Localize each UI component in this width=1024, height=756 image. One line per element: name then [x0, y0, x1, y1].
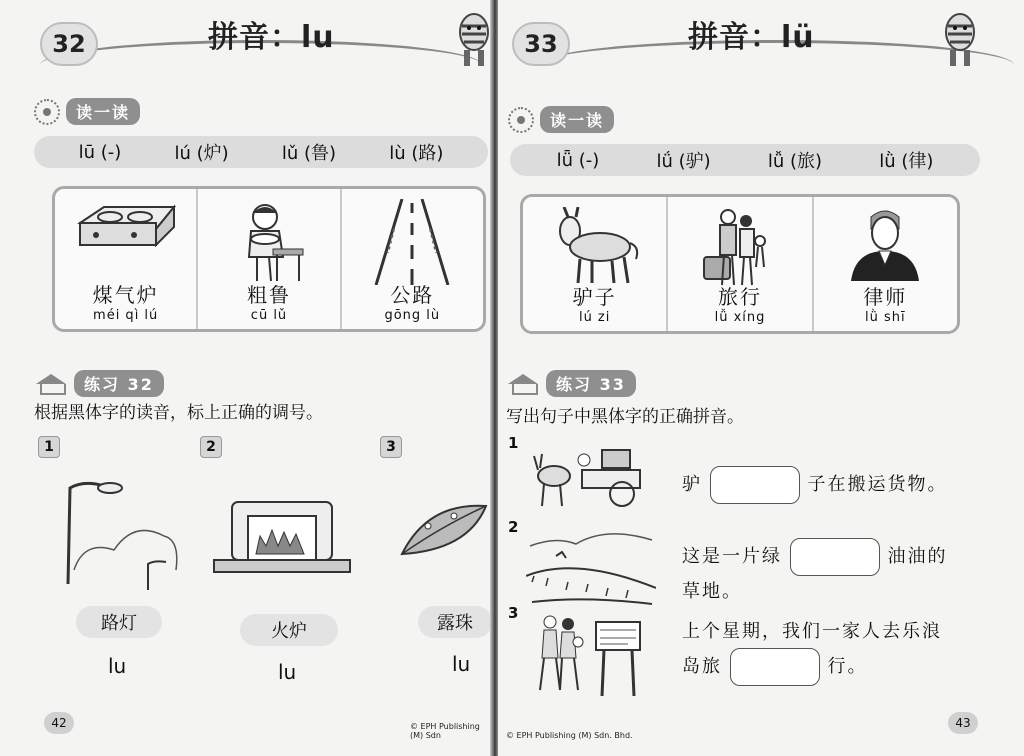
pinyin-tone-4: lǜ (律) [879, 151, 934, 172]
question-sentence [682, 616, 942, 686]
question-number: 1 [508, 434, 519, 452]
vocab-pinyin: méi qì lú [93, 308, 159, 323]
sentence-part: 油油的 [887, 546, 948, 567]
lawyer-icon [845, 207, 925, 283]
answer-input-box[interactable] [730, 648, 820, 686]
vocab-card [55, 189, 198, 329]
question-sentence [682, 538, 947, 608]
vocab-hanzi: 煤气炉 [92, 283, 159, 307]
exercise-label: 练习 33 [546, 370, 636, 397]
answer-input-box[interactable] [710, 466, 800, 504]
item-number: 3 [380, 436, 402, 458]
question-sentence [682, 466, 947, 504]
page-title: 拼音：lü [688, 20, 815, 55]
vocab-card [198, 189, 341, 329]
donkey-icon [550, 207, 640, 287]
sentence-part: 岛旅 [682, 656, 722, 677]
sun-icon [508, 107, 534, 133]
vocab-hanzi: 旅行 [717, 285, 762, 309]
pinyin-tone-2: lú (炉) [174, 143, 229, 164]
vocab-hanzi: 公路 [390, 283, 435, 307]
copyright: © EPH Publishing (M) Sdn [410, 722, 480, 740]
pinyin-tone-1: lū (-) [78, 141, 122, 163]
vocab-card [342, 189, 483, 329]
vocab-card [668, 197, 813, 331]
vocab-pinyin: lǚ xíng [714, 310, 766, 325]
fireplace-icon [204, 496, 360, 578]
item-answer: lu [452, 652, 471, 676]
page-header [0, 0, 492, 78]
sentence-part: 子在搬运货物。 [807, 474, 948, 495]
item-number: 2 [200, 436, 222, 458]
highway-icon [372, 199, 452, 285]
sentence-part: 驴 [682, 474, 702, 495]
sentence-part: 草地。 [682, 581, 742, 602]
exercise-badge [34, 370, 164, 397]
sentence-part: 上个星期，我们一家人去乐浪 [682, 621, 942, 642]
exercise-instruction: 写出句子中黑体字的正确拼音。 [506, 407, 744, 427]
pinyin-tone-bar [34, 136, 488, 168]
family-sign-icon [534, 612, 648, 698]
lesson-number: 33 [512, 22, 570, 66]
item-word: 露珠 [418, 606, 492, 638]
pinyin-tone-3: lǚ (旅) [767, 151, 823, 172]
sun-icon [34, 99, 60, 125]
item-word: 火炉 [240, 614, 338, 646]
leaf-dewdrop-icon [398, 496, 488, 562]
street-lamp-icon [44, 480, 180, 590]
hut-icon [34, 374, 68, 394]
copyright: © EPH Publishing (M) Sdn. Bhd. [506, 731, 633, 740]
question-number: 3 [508, 604, 519, 622]
question-number: 2 [508, 518, 519, 536]
zebra-mascot-icon [452, 8, 492, 70]
pinyin-tone-2: lǘ (驴) [656, 151, 711, 172]
sentence-part: 行。 [827, 656, 868, 677]
pinyin-tone-1: lǖ (-) [556, 149, 600, 171]
item-answer: lu [278, 660, 297, 684]
read-section-badge [34, 98, 140, 125]
zebra-mascot-icon [938, 8, 982, 70]
vocab-pinyin: cū lǔ [250, 308, 288, 323]
left-page [0, 0, 492, 756]
item-number: 1 [38, 436, 60, 458]
exercise-badge [506, 370, 636, 397]
sentence-part: 这是一片绿 [682, 546, 782, 567]
read-section-badge [508, 106, 614, 133]
item-answer: lu [108, 654, 127, 678]
exercise-label: 练习 32 [74, 370, 164, 397]
vocab-card [523, 197, 668, 331]
vocab-panel [52, 186, 486, 332]
lesson-number: 32 [40, 22, 98, 66]
footer-page-number: 43 [948, 712, 978, 734]
hut-icon [506, 374, 540, 394]
read-label: 读一读 [66, 98, 140, 125]
pinyin-tone-bar [510, 144, 980, 176]
vocab-pinyin: lǜ shī [865, 310, 906, 325]
page-title: 拼音：lu [208, 20, 335, 55]
rude-eating-boy-icon [229, 199, 309, 285]
page-header [498, 0, 1024, 78]
vocab-pinyin: lú zi [578, 310, 611, 325]
footer-page-number: 42 [44, 712, 74, 734]
vocab-pinyin: gōng lù [384, 308, 441, 323]
grass-field-icon [526, 526, 656, 606]
vocab-panel [520, 194, 960, 334]
right-page [498, 0, 1024, 756]
gas-stove-icon [74, 199, 178, 259]
pinyin-tone-3: lǔ (鲁) [281, 143, 337, 164]
item-word: 路灯 [76, 606, 162, 638]
pinyin-tone-4: lù (路) [389, 143, 444, 164]
answer-input-box[interactable] [790, 538, 880, 576]
vocab-hanzi: 驴子 [572, 285, 617, 309]
read-label: 读一读 [540, 106, 614, 133]
vocab-hanzi: 律师 [863, 285, 908, 309]
vocab-card [814, 197, 957, 331]
travel-family-icon [700, 207, 780, 287]
donkey-cart-icon [530, 446, 648, 512]
exercise-instruction: 根据黑体字的读音，标上正确的调号。 [34, 403, 323, 423]
vocab-hanzi: 粗鲁 [246, 283, 291, 307]
